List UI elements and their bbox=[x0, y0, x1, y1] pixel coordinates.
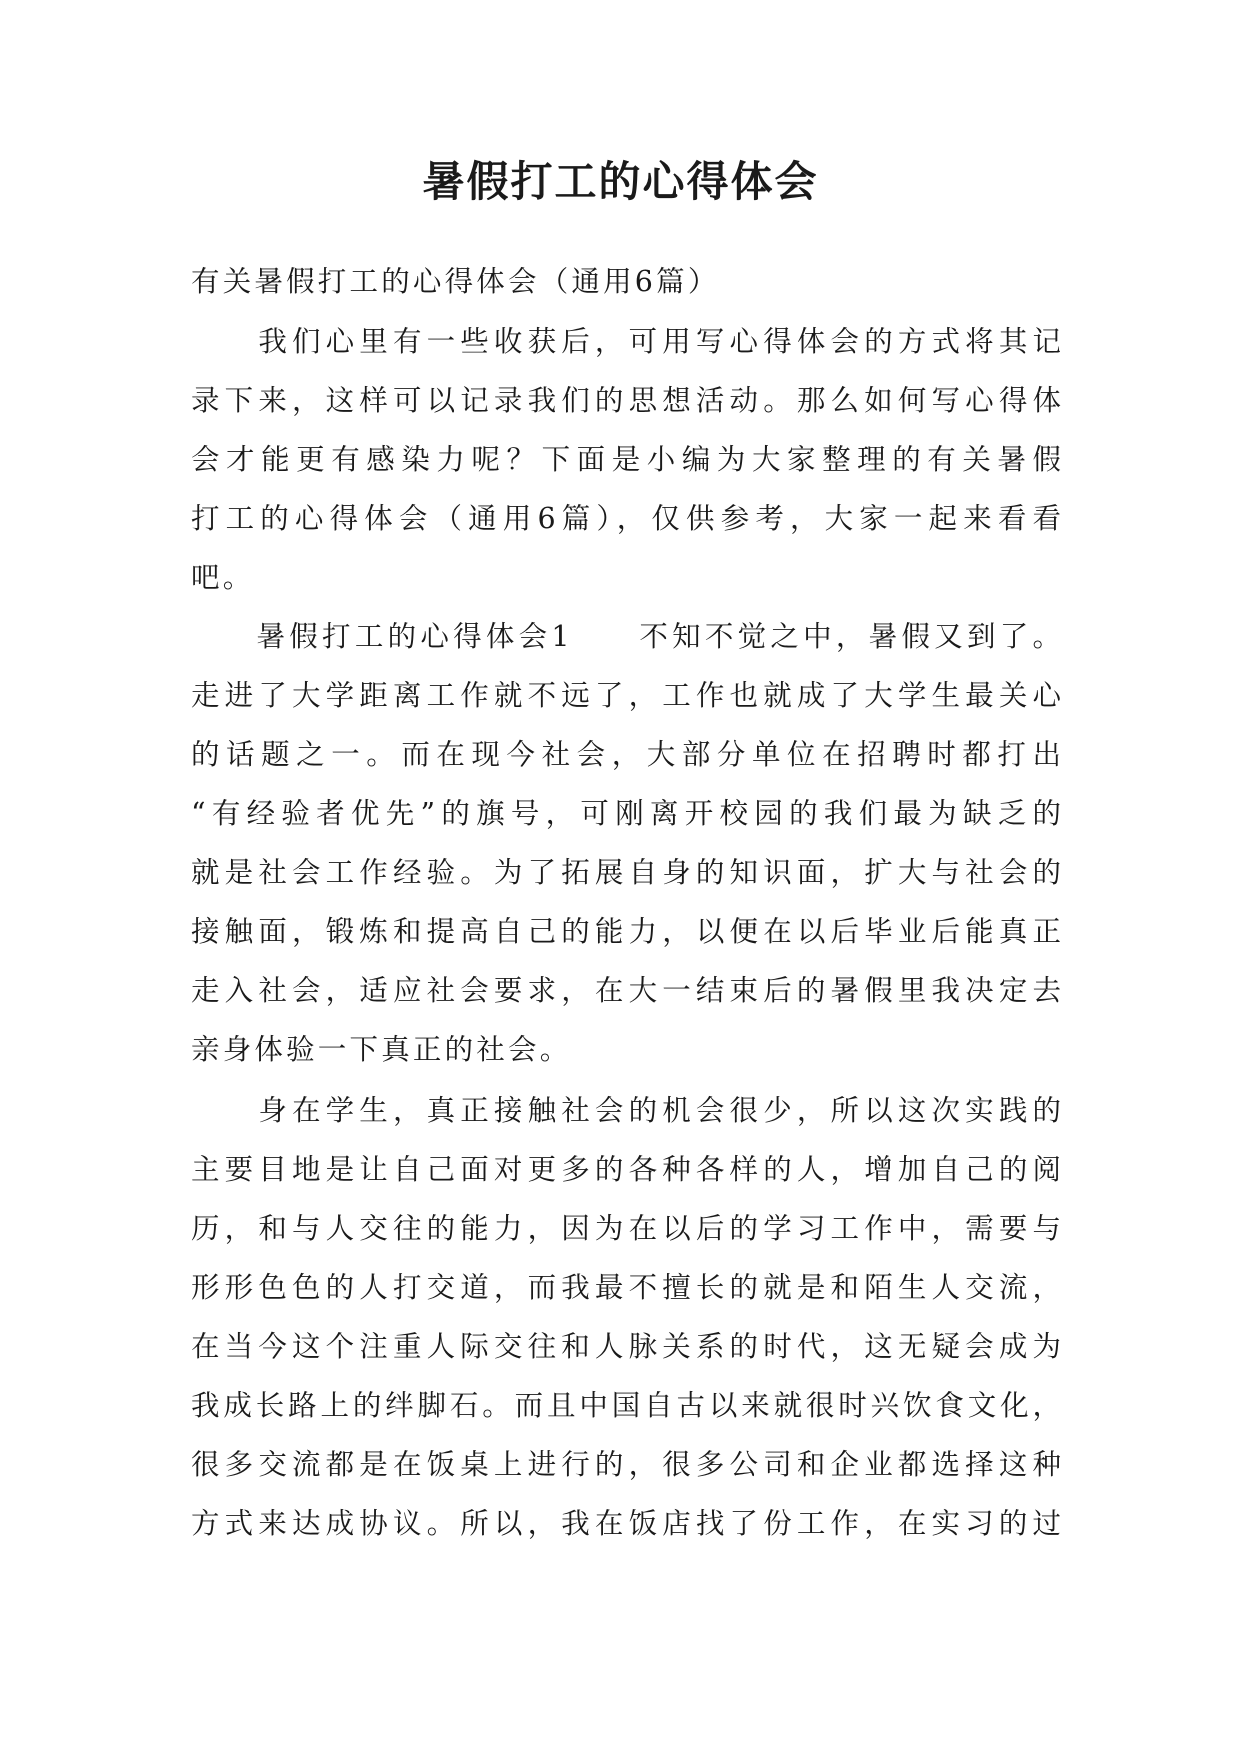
body-line: 我成长路上的绊脚石。而且中国自古以来就很时兴饮食文化， bbox=[191, 1389, 1061, 1422]
body-line: 就是社会工作经验。为了拓展自身的知识面，扩大与社会的 bbox=[191, 856, 1061, 889]
body-line: 会才能更有感染力呢？下面是小编为大家整理的有关暑假 bbox=[191, 443, 1061, 476]
body-line: 暑假打工的心得体会1 不知不觉之中，暑假又到了。 bbox=[191, 620, 1061, 653]
body-line: 方式来达成协议。所以，我在饭店找了份工作，在实习的过 bbox=[191, 1507, 1061, 1540]
body-line: 录下来，这样可以记录我们的思想活动。那么如何写心得体 bbox=[191, 384, 1061, 417]
document-title: 暑假打工的心得体会 bbox=[422, 157, 819, 206]
body-line: 走进了大学距离工作就不远了，工作也就成了大学生最关心 bbox=[191, 679, 1061, 712]
body-line: 打工的心得体会（通用6篇），仅供参考，大家一起来看看 bbox=[191, 502, 1061, 535]
body-line: 形形色色的人打交道，而我最不擅长的就是和陌生人交流， bbox=[191, 1271, 1061, 1304]
body-line: 亲身体验一下真正的社会。 bbox=[191, 1033, 572, 1066]
body-line: 接触面，锻炼和提高自己的能力，以便在以后毕业后能真正 bbox=[191, 915, 1061, 948]
body-line: 吧。 bbox=[191, 561, 255, 594]
body-line: 走入社会，适应社会要求，在大一结束后的暑假里我决定去 bbox=[191, 974, 1061, 1007]
subtitle-line: 有关暑假打工的心得体会（通用6篇） bbox=[191, 265, 720, 298]
body-line: 主要目地是让自己面对更多的各种各样的人，增加自己的阅 bbox=[191, 1153, 1061, 1186]
body-line: 身在学生，真正接触社会的机会很少，所以这次实践的 bbox=[191, 1094, 1061, 1127]
body-line: 的话题之一。而在现今社会，大部分单位在招聘时都打出 bbox=[191, 738, 1061, 771]
body-line: 在当今这个注重人际交往和人脉关系的时代，这无疑会成为 bbox=[191, 1330, 1061, 1363]
body-line: 历，和与人交往的能力，因为在以后的学习工作中，需要与 bbox=[191, 1212, 1061, 1245]
body-line: “有经验者优先”的旗号，可刚离开校园的我们最为缺乏的 bbox=[191, 797, 1061, 830]
body-line: 我们心里有一些收获后，可用写心得体会的方式将其记 bbox=[191, 325, 1061, 358]
body-line: 很多交流都是在饭桌上进行的，很多公司和企业都选择这种 bbox=[191, 1448, 1061, 1481]
